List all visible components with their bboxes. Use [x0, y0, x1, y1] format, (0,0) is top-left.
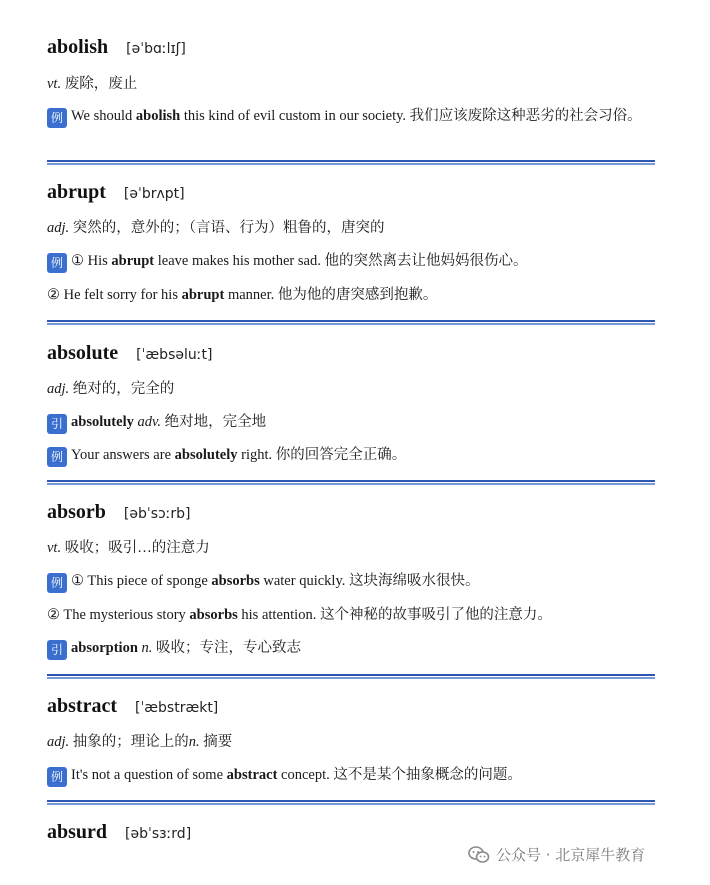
part-of-speech: adj. — [47, 381, 70, 397]
example-text: leave makes his mother sad. 他的突然离去让他妈妈很伤心。 — [154, 253, 528, 269]
entry-abstract — [47, 695, 655, 784]
example-text: We should — [71, 108, 136, 124]
derivative-tag: 引 — [47, 414, 67, 434]
divider — [47, 674, 655, 679]
example-text: Your answers are — [71, 447, 175, 463]
example — [47, 766, 655, 787]
example — [47, 252, 655, 273]
definition-text: 突然的，意外的；（言语、行为）粗鲁的，唐突的 — [72, 220, 385, 236]
definition-text: 抽象的；理论上的 — [72, 734, 189, 750]
phonetic: [əbˈsɔːrb] — [123, 506, 191, 522]
example-tag: 例 — [47, 253, 67, 273]
headword: abrupt — [47, 181, 106, 203]
example-text: manner. 他为他的唐突感到抱歉。 — [224, 287, 438, 303]
phonetic: [əbˈsɜːrd] — [125, 826, 192, 842]
example-text: right. 你的回答完全正确。 — [237, 447, 407, 463]
example-text: ① His — [71, 253, 112, 269]
phonetic: [ˈæbstrækt] — [134, 700, 219, 716]
example-text: his attention. 这个神秘的故事吸引了他的注意力。 — [237, 607, 552, 623]
keyword: abrupt — [111, 253, 155, 269]
headword: abstract — [47, 695, 117, 717]
definition-text: 摘要 — [199, 734, 233, 750]
part-of-speech: vt. — [47, 76, 62, 92]
entry-abrupt — [47, 181, 655, 303]
entry-absolute — [47, 342, 655, 464]
definition — [47, 733, 655, 752]
part-of-speech: adj. — [47, 220, 70, 236]
example — [47, 446, 655, 467]
example-tag: 例 — [47, 447, 67, 467]
keyword: abstract — [226, 767, 278, 783]
derivative — [47, 413, 655, 434]
divider — [47, 480, 655, 485]
part-of-speech: n. — [188, 734, 200, 750]
divider — [47, 320, 655, 325]
headword: absurd — [47, 821, 108, 843]
phonetic: [ˈæbsəluːt] — [136, 347, 213, 363]
keyword: absorbs — [189, 607, 238, 623]
divider — [47, 160, 655, 165]
derivative — [47, 639, 655, 660]
phonetic: [əˈbɑːlɪʃ] — [126, 41, 186, 57]
wechat-icon — [468, 846, 490, 864]
example-tag: 例 — [47, 108, 67, 128]
part-of-speech: n. — [137, 640, 153, 656]
derivative-tag: 引 — [47, 640, 67, 660]
definition — [47, 539, 655, 558]
entry-absorb — [47, 501, 655, 657]
definition — [47, 75, 655, 94]
example-text: water quickly. 这块海绵吸水很快。 — [259, 573, 480, 589]
keyword: absorption — [71, 640, 138, 656]
example-tag: 例 — [47, 767, 67, 787]
derivative-text: 吸收；专注，专心致志 — [152, 640, 302, 656]
keyword: absolutely — [174, 447, 238, 463]
example — [47, 107, 655, 128]
definition-text: 吸收；吸引…的注意力 — [64, 540, 210, 556]
example-text: ① This piece of sponge — [71, 573, 212, 589]
keyword: abrupt — [181, 287, 225, 303]
entry-abolish — [47, 36, 655, 125]
keyword: abolish — [135, 108, 181, 124]
headword: absorb — [47, 501, 106, 523]
derivative-text: 绝对地，完全地 — [160, 414, 267, 430]
definition-text: 绝对的，完全的 — [72, 381, 175, 397]
headword: abolish — [47, 36, 109, 58]
example-text: concept. 这不是某个抽象概念的问题。 — [277, 767, 522, 783]
headword: absolute — [47, 342, 119, 364]
phonetic: [əˈbrʌpt] — [123, 186, 185, 202]
example-tag: 例 — [47, 573, 67, 593]
part-of-speech: adj. — [47, 734, 70, 750]
example-text: this kind of evil custom in our society. 我们应该废除这种恶劣的社会习俗。 — [180, 108, 642, 124]
watermark-text: 公众号 · 北京犀牛教育 — [496, 846, 646, 864]
definition — [47, 219, 655, 238]
watermark — [468, 844, 645, 865]
example-text: ② He felt sorry for his — [47, 287, 182, 303]
part-of-speech: vt. — [47, 540, 62, 556]
example-text: ② The mysterious story — [47, 607, 190, 623]
divider — [47, 800, 655, 805]
keyword: absorbs — [211, 573, 260, 589]
example — [47, 572, 655, 593]
definition — [47, 380, 655, 399]
example — [47, 606, 655, 625]
example-text: It's not a question of some — [71, 767, 227, 783]
part-of-speech: adv. — [133, 414, 161, 430]
definition-text: 废除，废止 — [64, 76, 138, 92]
keyword: absolutely — [71, 414, 134, 430]
example — [47, 286, 655, 305]
